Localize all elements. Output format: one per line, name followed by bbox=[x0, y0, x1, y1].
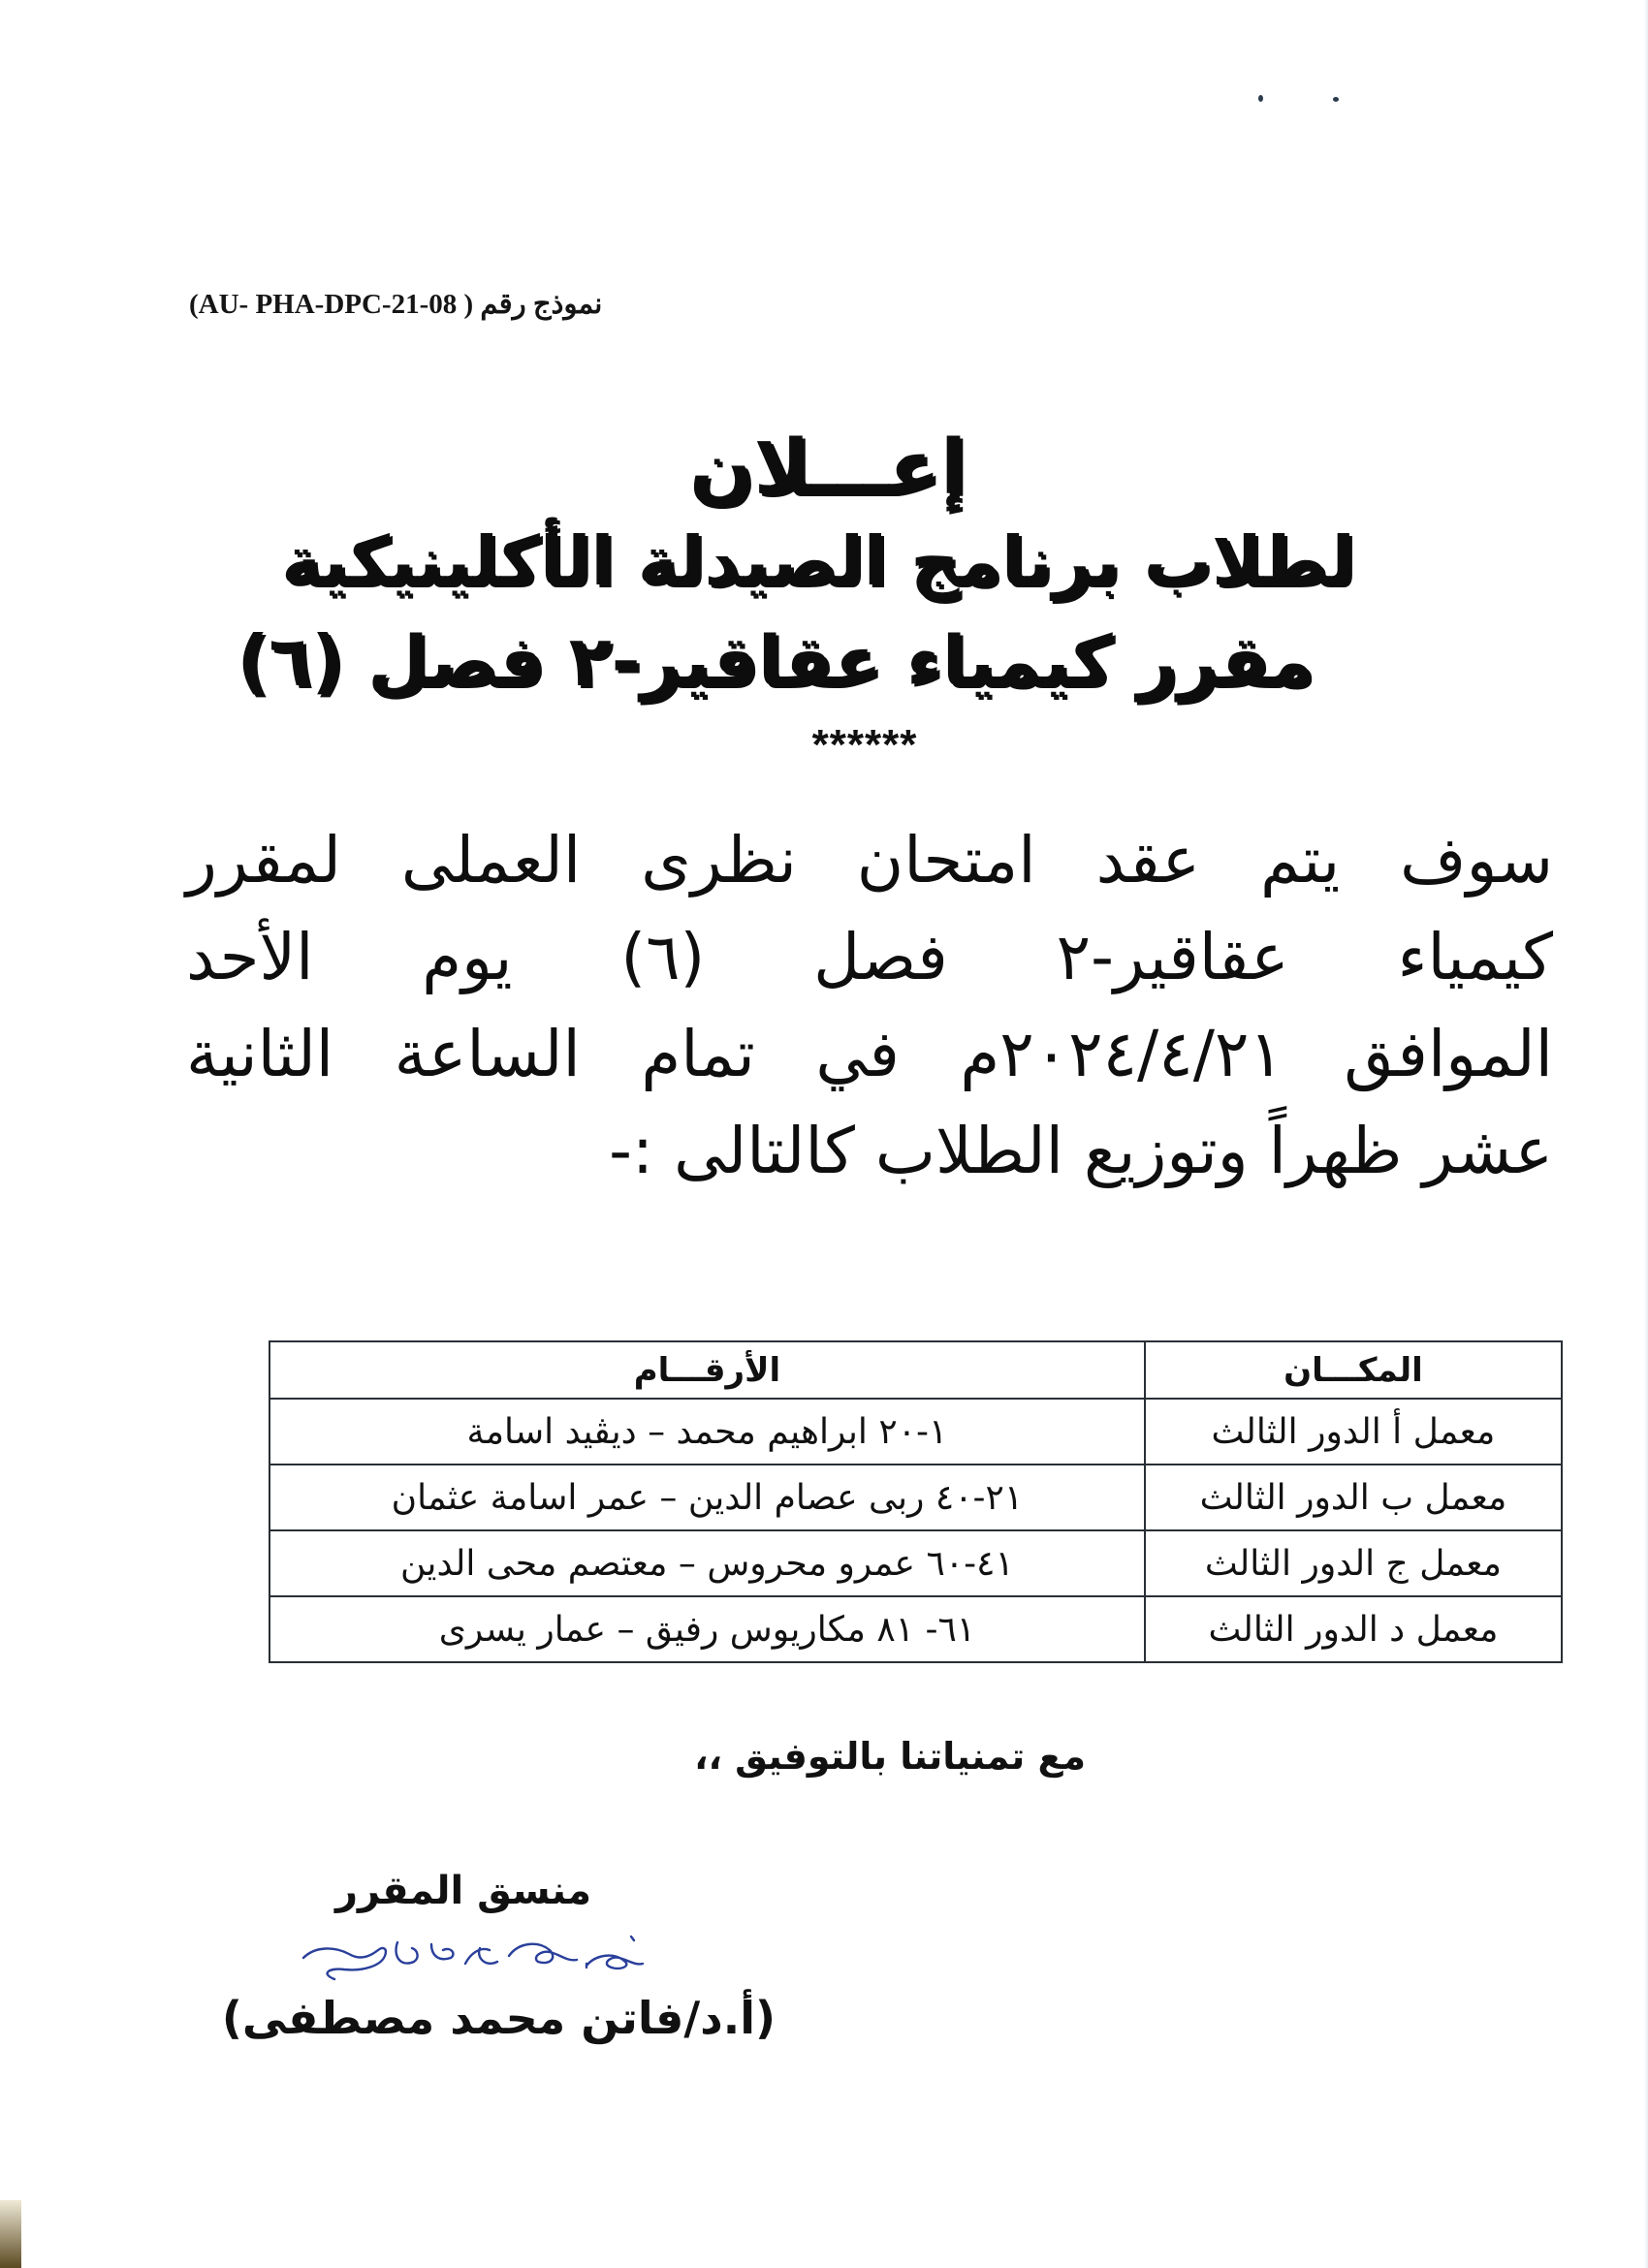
header-place: المكـــان bbox=[1145, 1341, 1562, 1399]
table-row bbox=[269, 1399, 1562, 1465]
scan-speck bbox=[1333, 97, 1339, 102]
announcement-title: إعـــلان bbox=[689, 425, 967, 512]
scan-corner-artifact bbox=[0, 2200, 21, 2268]
body-line: كيمياء عقاقير-٢ فصل (٦) يوم الأحد bbox=[186, 920, 1553, 994]
cell-numbers: ٤١-٦٠ عمرو محروس – معتصم محى الدين bbox=[269, 1530, 1145, 1596]
body-line: الموافق ٢٠٢٤/٤/٢١م في تمام الساعة الثانية bbox=[186, 1017, 1553, 1091]
table-row bbox=[269, 1465, 1562, 1530]
coordinator-role: منسق المقرر bbox=[334, 1869, 591, 1913]
table-row bbox=[269, 1596, 1562, 1662]
body-line: عشر ظهراً وتوزيع الطلاب كالتالى :- bbox=[609, 1114, 1553, 1188]
form-code: نموذج رقم ( AU- PHA-DPC-21-08) bbox=[189, 289, 603, 320]
cell-numbers: ١-٢٠ ابراهيم محمد – ديڤيد اسامة bbox=[269, 1399, 1145, 1465]
cell-place: معمل ج الدور الثالث bbox=[1145, 1530, 1562, 1596]
table-row bbox=[269, 1530, 1562, 1596]
title-separator: ****** bbox=[811, 721, 918, 769]
scan-edge-shadow bbox=[1644, 0, 1648, 2268]
cell-place: معمل د الدور الثالث bbox=[1145, 1596, 1562, 1662]
table-header-row bbox=[269, 1341, 1562, 1399]
closing-wishes: مع تمنياتنا بالتوفيق ،، bbox=[694, 1735, 1086, 1778]
student-distribution-table bbox=[269, 1340, 1563, 1663]
cell-place: معمل ب الدور الثالث bbox=[1145, 1465, 1562, 1530]
cell-place: معمل أ الدور الثالث bbox=[1145, 1399, 1562, 1465]
course-line: مقرر كيمياء عقاقير-٢ فصل (٦) bbox=[237, 620, 1315, 702]
cell-numbers: ٢١-٤٠ ربى عصام الدين – عمر اسامة عثمان bbox=[269, 1465, 1145, 1530]
audience-line: لطلاب برنامج الصيدلة الأكلينيكية bbox=[281, 521, 1355, 601]
announcement-body bbox=[186, 812, 1553, 1200]
scan-speck bbox=[1258, 95, 1263, 102]
handwritten-signature-icon bbox=[296, 1929, 683, 1987]
body-line: سوف يتم عقد امتحان نظرى العملى لمقرر bbox=[186, 823, 1553, 898]
header-numbers: الأرقـــام bbox=[269, 1341, 1145, 1399]
coordinator-name: (أ.د/فاتن محمد مصطفى) bbox=[221, 1992, 776, 2044]
cell-numbers: ٦١- ٨١ مكاريوس رفيق – عمار يسرى bbox=[269, 1596, 1145, 1662]
